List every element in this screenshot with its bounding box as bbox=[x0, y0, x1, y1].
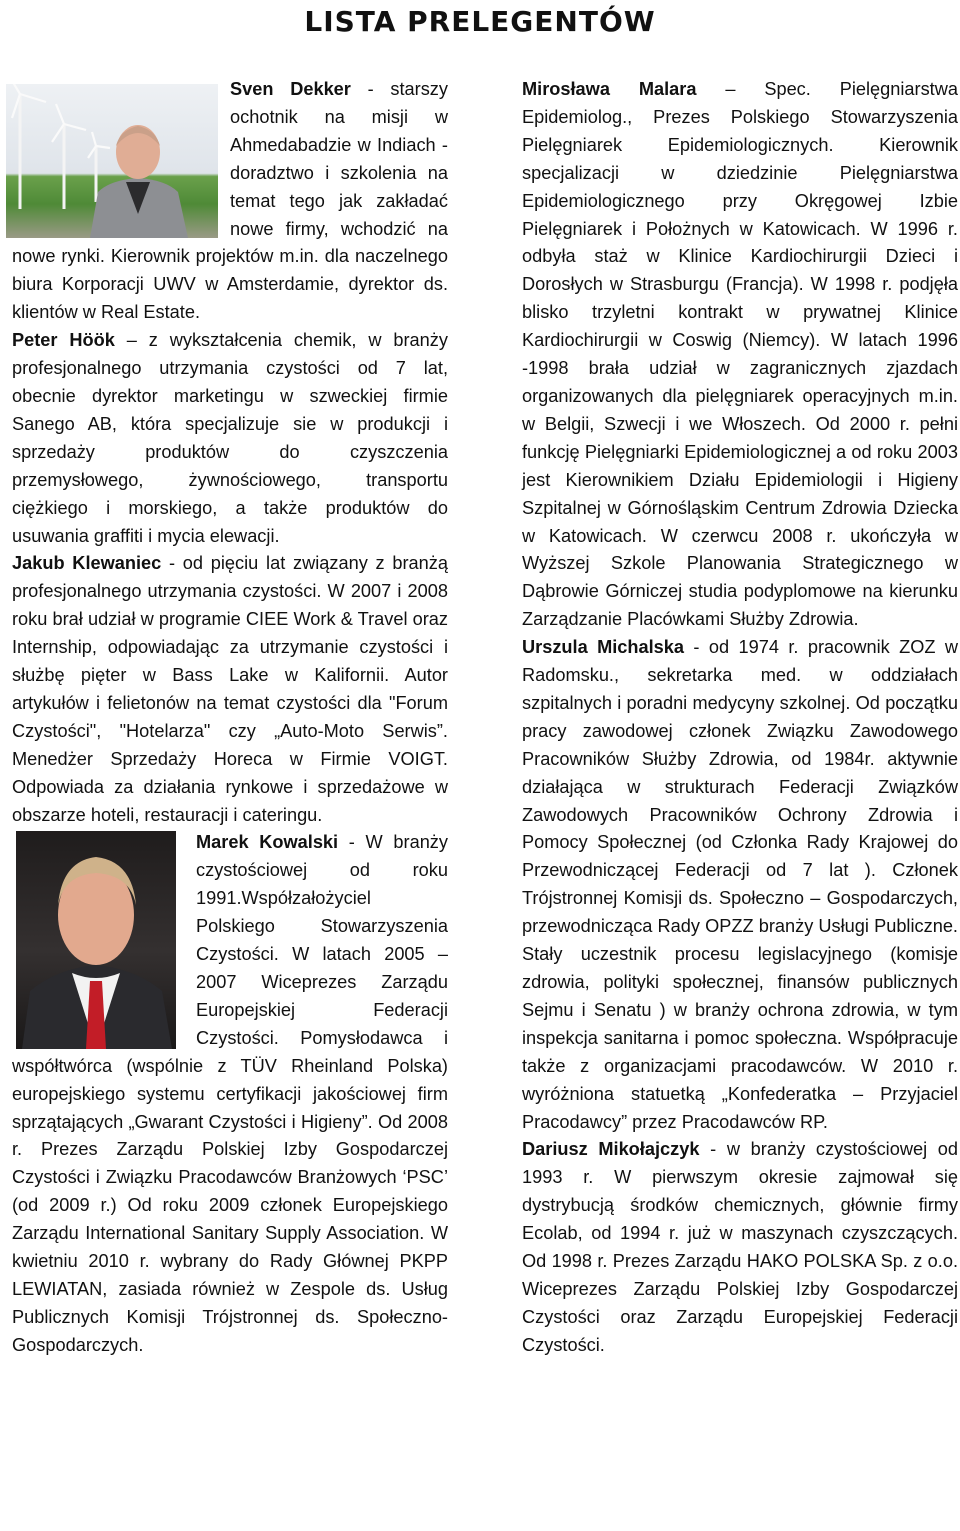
speaker-name: Mirosława Malara bbox=[522, 79, 697, 99]
speaker-bio: – Spec. Pielęgniarstwa Epidemiolog., Prezes Polskiego Stowarzyszenia Pielęgniarek Epidemiologicznych. Kierownik specjalizacji w dziedzinie Pielęgniarstwa Epidemiologicznego przy Okręgowej Izbie Pielęgniarek i Położnych w Katowicach. W 1996 r. odbyła staż w Klinice Kardiochirurgii Dzieci i Dorosłych w Strasburgu (Francja). W 1998 r. podjęła blisko trzyletni kontrakt w prywatnej Klinice Kardiochirurgii w Coswig (Niemcy). W latach 1996 -1998 brała udział w zagranicznych zjazdach organizowanych dla pielęgniarek operacyjnych m.in. w Belgii, Szwecji i we Włoszech. Od 2000 r. pełni funkcję Pielęgniarki Epidemiologicznej a od roku 2003 jest Kierownikiem Działu Epidemiologii i Higieny Szpitalnej w Górnośląskim Centrum Zdrowia Dziecka w Katowicach. W czerwcu 2008 r. ukończyła w Wyższej Szkole Planowania Strategicznego w Dąbrowie Górniczej studia podyplomowe na kierunku Zarządzanie Placówkami Służby Zdrowia. bbox=[522, 79, 958, 630]
speaker-name: Sven Dekker bbox=[230, 79, 351, 99]
speaker-bio: - od 1974 r. pracownik ZOZ w Radomsku., sekretarka med. w oddziałach szpitalnych i poradni medycyny szkolnej. Od początku pracy zawodowej członek Związku Zawodowego Pracowników Służby Zdrowia, od 1984r. aktywnie działająca w strukturach Federacji Związków Zawodowych Pracowników Ochrony Zdrowia i Pomocy Społecznej (od Członka Rady Krajowej do Przewodniczącej Federacji od 7 lat ). Członek Trójstronnej Komisji ds. Społeczno – Gospodarczych, przewodnicząca Rady OPZZ branży Usługi Publiczne. Stały uczestnik procesu legislacyjnego (komisje zdrowia, polityki społecznej, finansów publicznych Sejmu i Senatu ) w branży ochrona zdrowia, w tym inspekcja sanitarna i pomoc społeczna. Współpracuje także z organizacjami pracodawców. W 2010 r. wyróżniona statuetką „Konfederatka – Przyjaciel Pracodawcy” przez Pracodawców RP. bbox=[522, 637, 958, 1132]
speaker-bio: - starszy ochotnik na misji w Ahmedabadzie w Indiach - doradztwo i szkolenia na temat tego jak zakładać nowe firmy, wchodzić na nowe rynki. Kierownik projektów m.in. dla naczelnego biura Korporacji UWV w Amsterdamie, dyrektor ds. klientów w Real Estate. bbox=[12, 79, 448, 323]
speaker-bio: - W branży czystościowej od roku 1991.Współzałożyciel Polskiego Stowarzyszenia Czystości. W latach 2005 – 2007 Wiceprezes Zarządu Europejskiej Federacji Czystości. Pomysłodawca i współtwórca (wspólnie z TÜV Rheinland Polska) europejskiego systemu certyfikacji jakościowej firm sprzątających „Gwarant Czystości i Higieny”. Od 2008 r. Prezes Zarządu Polskiej Izby Gospodarczej Czystości i Związku Pracodawców Branżowych ‘PSC’ (od 2009 r.) Od roku 2009 członek Europejskiego Zarządu International Sanitary Supply Association. W kwietniu 2010 r. wybrany do Rady Głównej PKPP LEWIATAN, zasiada również w Zespole ds. Usług Publicznych Komisji Trójstronnej ds. Społeczno-Gospodarczych. bbox=[12, 832, 448, 1355]
right-column bbox=[522, 76, 958, 1360]
speaker-bio: - w branży czystościowej od 1993 r. W pierwszym okresie zajmował się dystrybucją środków chemicznych, głównie firmy Ecolab, od 1994 r. już w maszynach czyszczących. Od 1998 r. Prezes Zarządu HAKO POLSKA Sp. z o.o. Wiceprezes Zarządu Polskiej Izby Gospodarczej Czystości oraz Zarządu Europejskiej Federacji Czystości. bbox=[522, 1139, 959, 1355]
speaker-bio: – z wykształcenia chemik, w branży profesjonalnego utrzymania czystości od 7 lat, obecnie dyrektor marketingu w szweckiej firmie Sanego AB, która specjalizuje sie w produkcji i sprzedaży produktów do czyszczenia przemysłowego, żywnościowego, transportu ciężkiego i morskiego, a także produktów do usuwania graffiti i mycia elewacji. bbox=[12, 330, 448, 546]
speaker-photo-marek-kowalski bbox=[16, 831, 176, 1049]
speaker-name: Marek Kowalski bbox=[196, 832, 339, 853]
speaker-bio: - od pięciu lat związany z branżą profesjonalnego utrzymania czystości. W 2007 i 2008 roku brał udział w programie CIEE Work & Travel oraz Internship, odpowiadając za utrzymanie czystości i służbę pięter w Bass Lake w Kalifornii. Autor artykułów i felietonów na temat czystości dla "Forum Czystości", "Hotelarza" czy „Auto-Moto Serwis”. Menedżer Sprzedaży Horeca w Firmie VOIGT. Odpowiada za działania rynkowe i sprzedażowe w obszarze hoteli, restauracji i cateringu. bbox=[12, 553, 448, 825]
speaker-name: Urszula Michalska bbox=[522, 637, 685, 658]
speaker-name: Peter Höök bbox=[12, 330, 115, 351]
speaker-name: Dariusz Mikołajczyk bbox=[522, 1139, 700, 1160]
left-column bbox=[12, 76, 448, 1360]
speaker-name: Jakub Klewaniec bbox=[12, 553, 162, 574]
speaker-photo-sven-dekker bbox=[6, 84, 218, 238]
page-title: LISTA PRELEGENTÓW bbox=[304, 5, 656, 38]
